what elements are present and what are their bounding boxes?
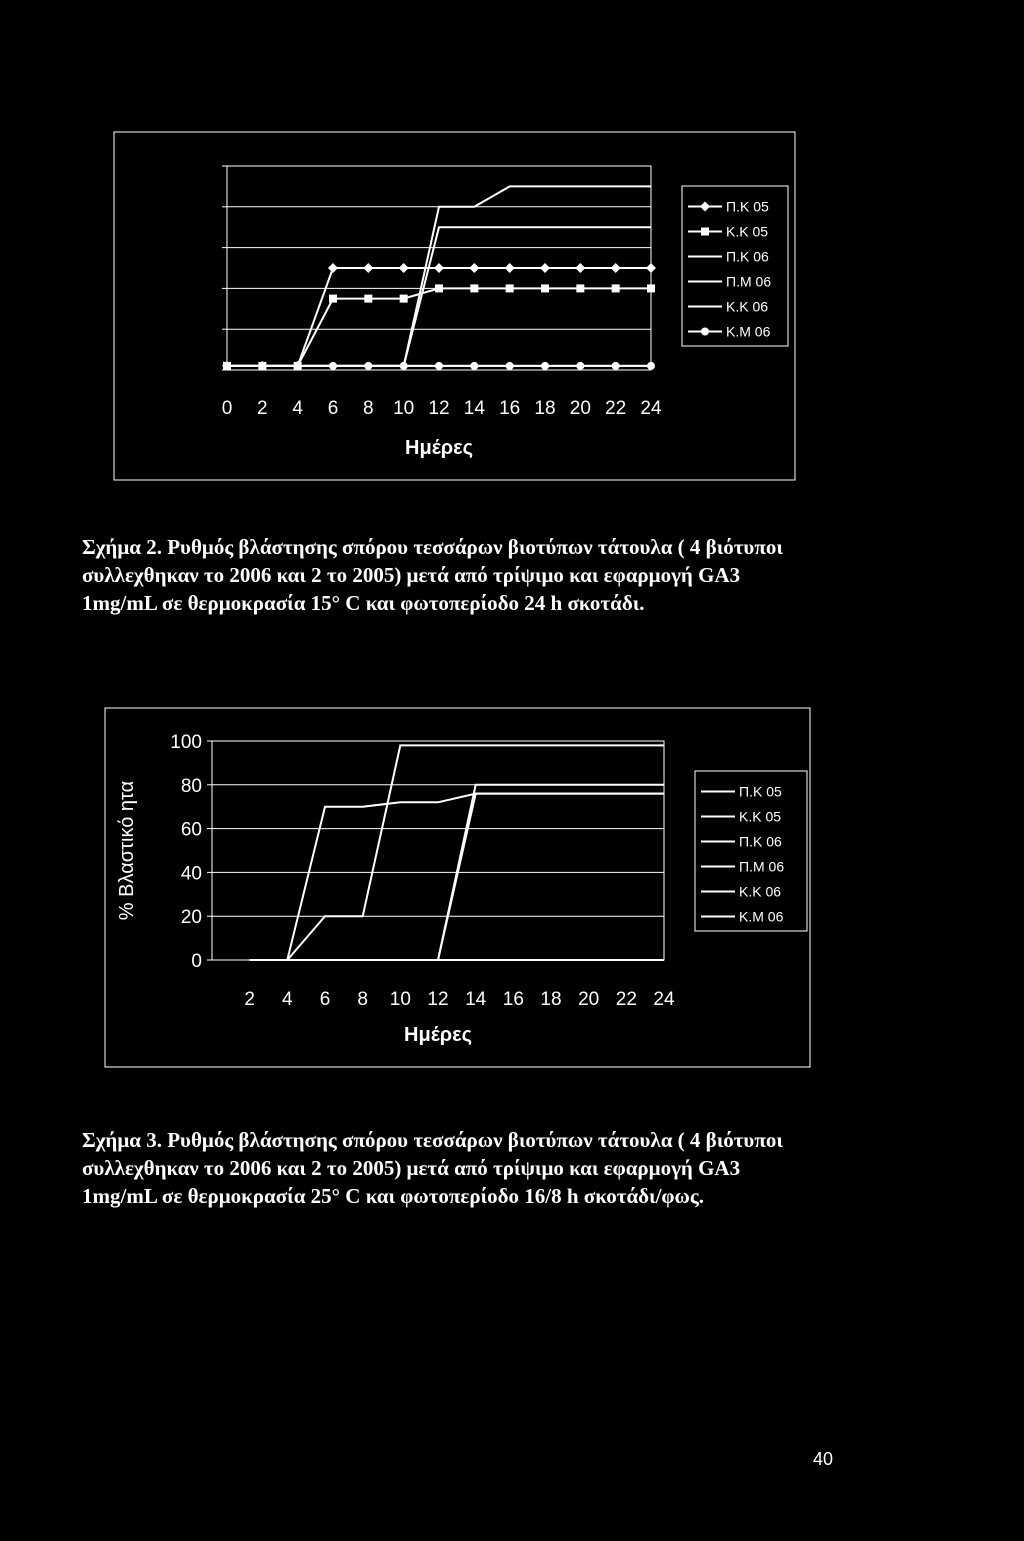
x-tick-label: 4 — [292, 398, 303, 419]
x-tick-label: 2 — [244, 989, 255, 1010]
plot-area-border — [212, 741, 664, 960]
legend-label: Κ.Μ 06 — [726, 323, 771, 340]
legend-label: Π.Κ 06 — [726, 248, 769, 265]
x-tick-label: 20 — [578, 989, 600, 1010]
x-tick-label: 8 — [357, 989, 368, 1010]
x-tick-label: 18 — [534, 398, 556, 419]
x-tick-label: 12 — [427, 989, 449, 1010]
caption-line: Σχήμα 2. Ρυθμός βλάστησης σπόρου τεσσάρων βιοτύπων τάτουλα ( 4 βιότυποι — [82, 535, 783, 559]
caption-figure-3 — [82, 1126, 842, 1210]
x-tick-label: 12 — [428, 398, 450, 419]
chart-frame — [105, 708, 810, 1067]
x-tick-label: 24 — [653, 989, 675, 1010]
legend-label: Κ.Κ 05 — [726, 223, 769, 240]
y-tick-label: 100 — [170, 732, 202, 753]
y-tick-label: 80 — [180, 775, 202, 797]
x-tick-label: 8 — [363, 398, 374, 419]
x-tick-label: 4 — [282, 989, 293, 1010]
y-tick-label: 40 — [180, 863, 202, 885]
caption-line: 1mg/mL σε θερμοκρασία 15° C και φωτοπερίοδο 24 h σκοτάδι. — [82, 591, 645, 615]
x-tick-label: 14 — [465, 989, 487, 1010]
caption-line: συλλεχθηκαν το 2006 και 2 το 2005) μετά από τρίψιμο και εφαρμογή GA3 — [82, 1156, 741, 1180]
x-tick-label: 6 — [319, 989, 331, 1010]
x-tick-label: 24 — [640, 398, 662, 419]
y-tick-label: 20 — [180, 907, 202, 929]
series-line — [250, 745, 664, 960]
legend-label: Κ.Κ 05 — [739, 808, 782, 825]
x-tick-label: 0 — [221, 398, 233, 419]
page-number: 40 — [813, 1449, 834, 1469]
legend-label: Π.Κ 05 — [726, 198, 769, 215]
y-tick-label: 60 — [180, 819, 202, 841]
x-tick-label: 2 — [257, 398, 268, 419]
x-tick-label: 6 — [327, 398, 339, 419]
x-tick-label: 22 — [615, 989, 637, 1010]
legend-label: Κ.Κ 06 — [726, 298, 769, 315]
x-axis-label: Ημέρες — [405, 437, 473, 459]
x-tick-label: 10 — [393, 398, 415, 419]
x-tick-label: 16 — [502, 989, 524, 1010]
legend-label: Π.Μ 06 — [739, 858, 785, 875]
legend-label: Π.Κ 05 — [739, 783, 782, 800]
legend-label: Κ.Κ 06 — [739, 883, 782, 900]
x-tick-label: 18 — [540, 989, 562, 1010]
x-axis-label: Ημέρες — [404, 1024, 472, 1046]
y-tick-label: 0 — [191, 951, 202, 972]
x-tick-label: 16 — [499, 398, 521, 419]
x-tick-label: 22 — [605, 398, 627, 419]
x-tick-label: 10 — [389, 989, 411, 1010]
legend-label: Κ.Μ 06 — [739, 908, 784, 925]
y-axis-label: % Βλαστικό ητα — [116, 780, 138, 921]
caption-line: 1mg/mL σε θερμοκρασία 25° C και φωτοπερίοδο 16/8 h σκοτάδι/φως. — [82, 1184, 704, 1208]
caption-line: συλλεχθηκαν το 2006 και 2 το 2005) μετά από τρίψιμο και εφαρμογή GA3 — [82, 563, 741, 587]
x-tick-label: 14 — [463, 398, 485, 419]
legend-label: Π.Κ 06 — [739, 833, 782, 850]
x-tick-label: 20 — [569, 398, 591, 419]
legend-label: Π.Μ 06 — [726, 273, 772, 290]
caption-line: Σχήμα 3. Ρυθμός βλάστησης σπόρου τεσσάρων βιοτύπων τάτουλα ( 4 βιότυποι — [82, 1128, 783, 1152]
